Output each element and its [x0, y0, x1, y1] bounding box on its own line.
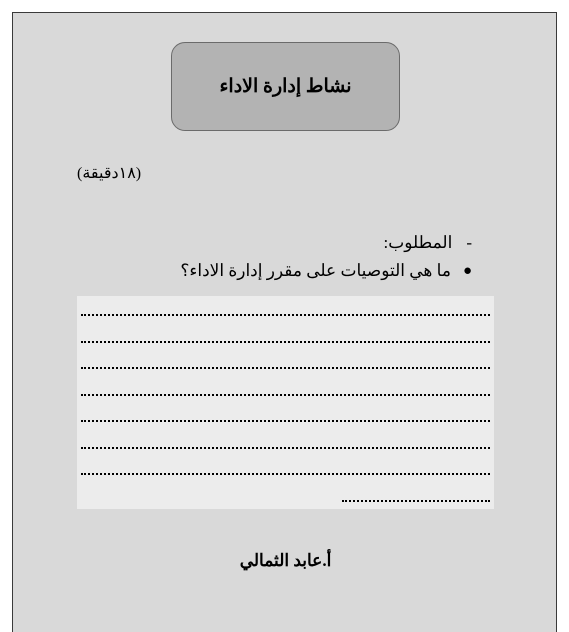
answer-line [81, 353, 490, 369]
required-heading [384, 233, 473, 253]
answer-line [81, 327, 490, 343]
page-title: نشاط إدارة الاداء [219, 76, 352, 97]
required-label: المطلوب: [383, 233, 453, 252]
answer-line [81, 459, 490, 475]
question-item [180, 261, 472, 281]
answer-line [81, 433, 490, 449]
worksheet-page [12, 12, 557, 632]
duration-label: (١٨دقيقة) [77, 165, 142, 182]
author-name: أ.عابد الثمالي [239, 551, 332, 570]
question-text: ما هي التوصيات على مقرر إدارة الاداء؟ [180, 261, 451, 280]
title-box [171, 42, 400, 131]
answer-line [81, 380, 490, 396]
answer-line [342, 486, 490, 502]
answer-area[interactable] [77, 296, 494, 509]
required-marker: - [466, 233, 472, 252]
answer-line [81, 406, 490, 422]
bullet-icon: ● [462, 262, 472, 279]
answer-line [81, 300, 490, 316]
